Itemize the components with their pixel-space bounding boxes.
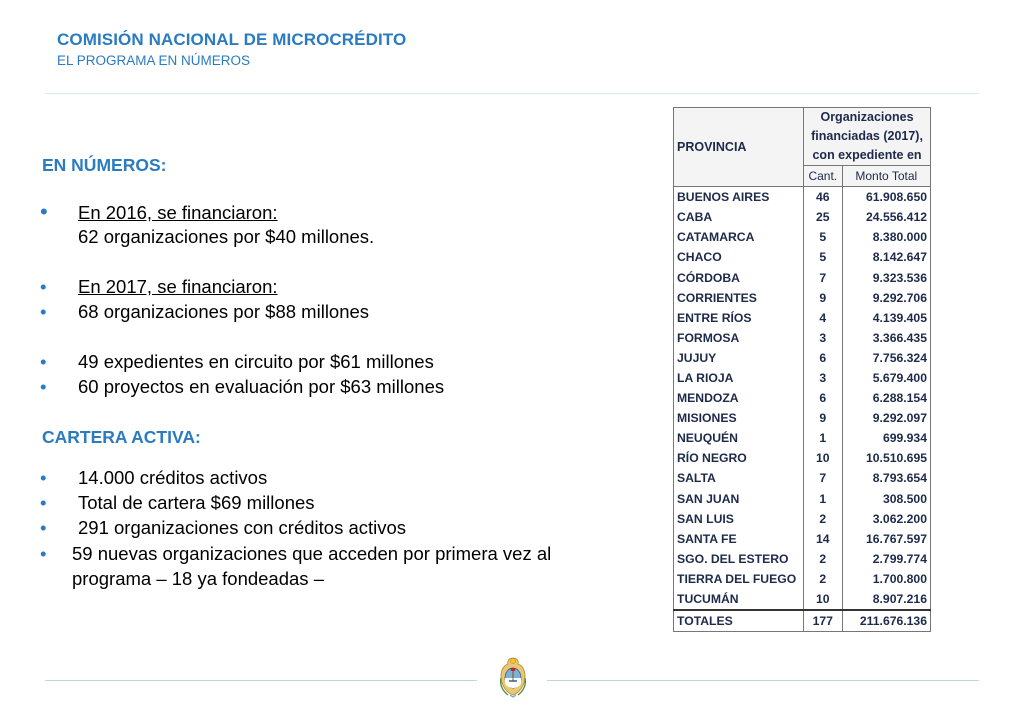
bullet-icon: • — [40, 301, 47, 322]
row-monto: 699.934 — [842, 428, 930, 448]
list-item: • Total de cartera $69 millones — [40, 492, 315, 513]
row-monto: 9.292.706 — [842, 288, 930, 308]
row-monto: 1.700.800 — [842, 569, 930, 589]
row-monto: 8.380.000 — [842, 227, 930, 247]
row-cant: 9 — [804, 288, 842, 308]
table-row — [674, 247, 931, 267]
row-cant: 46 — [804, 187, 842, 208]
table-row — [674, 308, 931, 328]
row-provincia: TIERRA DEL FUEGO — [674, 569, 804, 589]
numbers-heading: EN NÚMEROS: — [42, 155, 167, 175]
header-cant: Cant. — [804, 166, 842, 187]
row-provincia: NEUQUÉN — [674, 428, 804, 448]
list-item: • 68 organizaciones por $88 millones — [40, 301, 370, 322]
list-item: • 49 expedientes en circuito por $61 millones — [40, 351, 434, 372]
row-monto: 8.907.216 — [842, 589, 930, 610]
row-cant: 2 — [804, 569, 842, 589]
row-provincia: TUCUMÁN — [674, 589, 804, 610]
row-cant: 14 — [804, 529, 842, 549]
row-cant: 5 — [804, 247, 842, 267]
row-provincia: ENTRE RÍOS — [674, 308, 804, 328]
cartera-heading: CARTERA ACTIVA: — [42, 427, 201, 447]
row-cant: 5 — [804, 227, 842, 247]
row-provincia: BUENOS AIRES — [674, 187, 804, 208]
table-row — [674, 489, 931, 509]
bullet-icon: • — [40, 199, 48, 224]
row-monto: 7.756.324 — [842, 348, 930, 368]
list-item: • En 2017, se financiaron: — [40, 276, 278, 297]
footer-divider-right — [547, 680, 979, 681]
list-item: • 291 organizaciones con créditos activos — [40, 517, 407, 538]
bullet-icon: • — [40, 467, 47, 488]
row-monto: 2.799.774 — [842, 549, 930, 569]
list-item: 62 organizaciones por $40 millones. — [78, 226, 375, 247]
table-row — [674, 468, 931, 488]
row-cant: 2 — [804, 509, 842, 529]
row-cant: 25 — [804, 207, 842, 227]
row-cant: 3 — [804, 328, 842, 348]
table-row — [674, 509, 931, 529]
row-provincia: LA RIOJA — [674, 368, 804, 388]
row-monto: 8.142.647 — [842, 247, 930, 267]
page-subtitle: EL PROGRAMA EN NÚMEROS — [57, 53, 251, 68]
page-title: COMISIÓN NACIONAL DE MICROCRÉDITO — [57, 30, 407, 49]
row-monto: 8.793.654 — [842, 468, 930, 488]
list-item: • 14.000 créditos activos — [40, 467, 268, 488]
bullet-icon: • — [40, 376, 47, 397]
row-cant: 10 — [804, 589, 842, 610]
table-row — [674, 569, 931, 589]
row-provincia: MISIONES — [674, 408, 804, 428]
table-row — [674, 589, 931, 610]
row-provincia: FORMOSA — [674, 328, 804, 348]
row-provincia: MENDOZA — [674, 388, 804, 408]
table-row — [674, 187, 931, 208]
row-cant: 1 — [804, 428, 842, 448]
row-cant: 6 — [804, 348, 842, 368]
province-table — [673, 107, 931, 632]
table-row — [674, 529, 931, 549]
table-row — [674, 408, 931, 428]
list-item: programa – 18 ya fondeadas – — [72, 568, 324, 589]
argentina-coat-of-arms-icon — [498, 656, 528, 698]
table-row — [674, 448, 931, 468]
bullet-icon: • — [40, 276, 47, 297]
table-row — [674, 368, 931, 388]
row-provincia: JUJUY — [674, 348, 804, 368]
table-row — [674, 348, 931, 368]
table-row — [674, 328, 931, 348]
list-item: • 60 proyectos en evaluación por $63 millones — [40, 376, 445, 397]
row-monto: 16.767.597 — [842, 529, 930, 549]
list-item: • 59 nuevas organizaciones que acceden por primera vez al — [40, 543, 552, 564]
row-cant: 4 — [804, 308, 842, 328]
list-item: • En 2016, se financiaron: — [40, 199, 278, 224]
header-divider — [45, 93, 979, 94]
row-monto: 6.288.154 — [842, 388, 930, 408]
row-monto: 5.679.400 — [842, 368, 930, 388]
row-provincia: SANTA FE — [674, 529, 804, 549]
bullet-icon: • — [40, 351, 47, 372]
row-monto: 9.323.536 — [842, 267, 930, 287]
row-provincia: SALTA — [674, 468, 804, 488]
bullet-icon: • — [40, 517, 47, 538]
row-provincia: CABA — [674, 207, 804, 227]
row-monto: 9.292.097 — [842, 408, 930, 428]
row-cant: 2 — [804, 549, 842, 569]
row-monto: 3.062.200 — [842, 509, 930, 529]
totals-label: TOTALES — [674, 610, 804, 632]
row-monto: 24.556.412 — [842, 207, 930, 227]
row-cant: 7 — [804, 267, 842, 287]
row-cant: 7 — [804, 468, 842, 488]
row-provincia: CATAMARCA — [674, 227, 804, 247]
row-monto: 10.510.695 — [842, 448, 930, 468]
row-cant: 6 — [804, 388, 842, 408]
table-row — [674, 428, 931, 448]
row-provincia: SAN LUIS — [674, 509, 804, 529]
table-row — [674, 207, 931, 227]
row-monto: 308.500 — [842, 489, 930, 509]
row-provincia: SGO. DEL ESTERO — [674, 549, 804, 569]
row-cant: 3 — [804, 368, 842, 388]
header-organizaciones: Organizaciones financiadas (2017), con expediente en — [804, 108, 931, 166]
table-row — [674, 227, 931, 247]
table-row — [674, 549, 931, 569]
row-monto: 3.366.435 — [842, 328, 930, 348]
row-provincia: SAN JUAN — [674, 489, 804, 509]
table-row — [674, 288, 931, 308]
footer-divider-left — [45, 680, 477, 681]
header-provincia: PROVINCIA — [674, 108, 804, 187]
bullet-icon: • — [40, 492, 47, 513]
row-cant: 10 — [804, 448, 842, 468]
table-row — [674, 267, 931, 287]
header-monto: Monto Total — [842, 166, 930, 187]
row-monto: 61.908.650 — [842, 187, 930, 208]
row-provincia: CHACO — [674, 247, 804, 267]
totals-monto: 211.676.136 — [842, 610, 930, 632]
row-provincia: CORRIENTES — [674, 288, 804, 308]
row-provincia: RÍO NEGRO — [674, 448, 804, 468]
totals-row — [674, 610, 931, 632]
row-provincia: CÓRDOBA — [674, 267, 804, 287]
bullet-icon: • — [40, 543, 47, 564]
row-cant: 9 — [804, 408, 842, 428]
totals-cant: 177 — [804, 610, 842, 632]
table-row — [674, 388, 931, 408]
row-monto: 4.139.405 — [842, 308, 930, 328]
row-cant: 1 — [804, 489, 842, 509]
